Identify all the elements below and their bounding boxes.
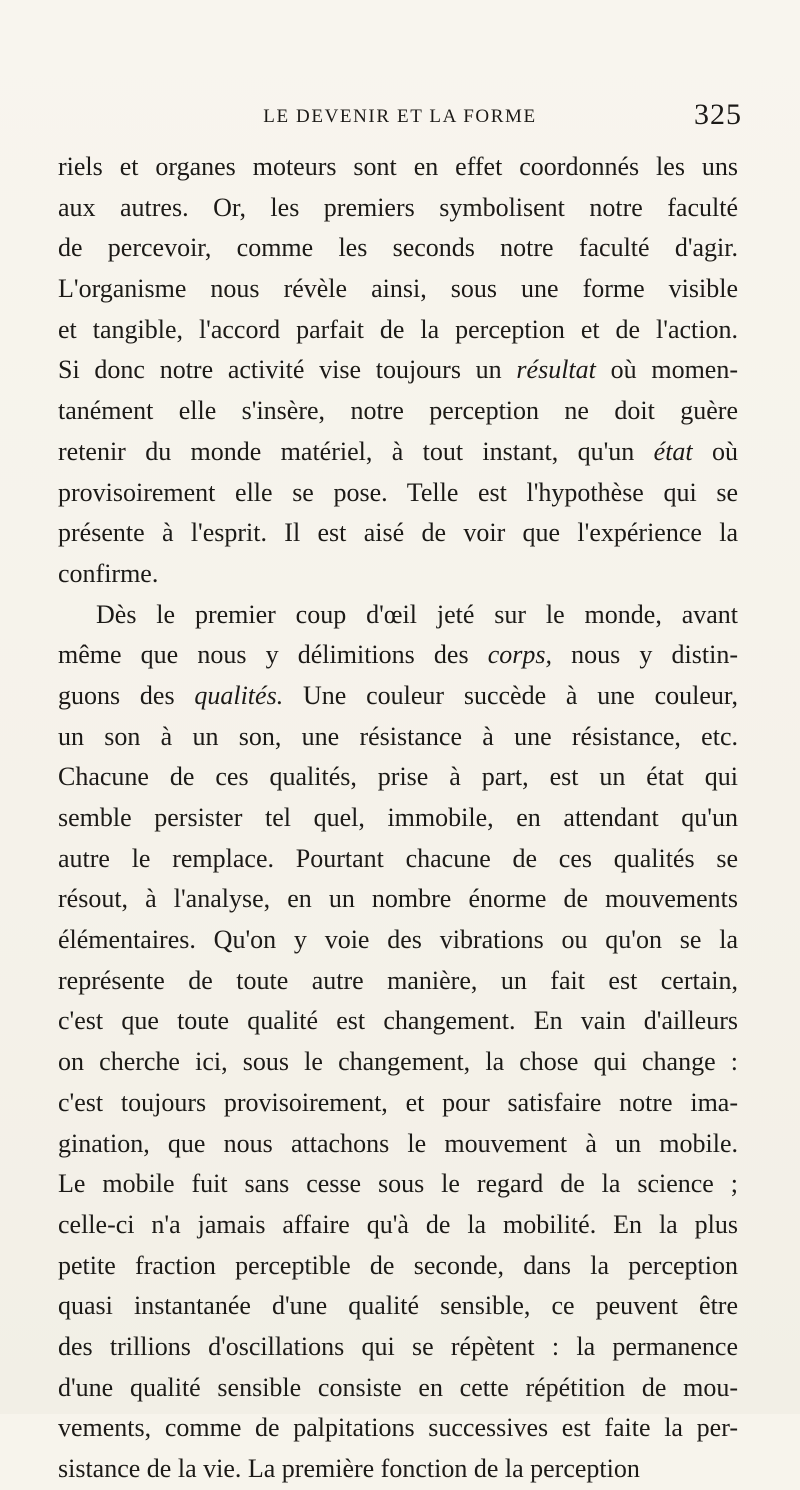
text-line: confirme. bbox=[58, 558, 159, 588]
text-line: Dès le premier coup d'œil jeté sur le monde, avant bbox=[96, 599, 738, 629]
text-line: on cherche ici, sous le changement, la chose qui change : bbox=[58, 1047, 738, 1077]
text-segment: où bbox=[692, 436, 738, 466]
text-line: de percevoir, comme les seconds notre faculté d'agir. bbox=[58, 233, 738, 263]
text-line: tanément elle s'insère, notre perception ne doit guère bbox=[58, 396, 738, 426]
italic-term: résultat bbox=[516, 355, 596, 385]
text-line: des trillions d'oscillations qui se répètent : la permanence bbox=[58, 1331, 738, 1361]
text-line: présente à l'esprit. Il est aisé de voir que l'expérience la bbox=[58, 518, 738, 548]
text-line: et tangible, l'accord parfait de la perception et de l'action. bbox=[58, 314, 738, 344]
text-segment: guons des bbox=[58, 680, 195, 710]
text-line: c'est que toute qualité est changement. En vain d'ailleurs bbox=[58, 1006, 738, 1036]
text-line: Le mobile fuit sans cesse sous le regard de la science ; bbox=[58, 1169, 738, 1199]
italic-term: corps, bbox=[487, 640, 552, 670]
text-line: représente de toute autre manière, un fait est certain, bbox=[58, 965, 738, 995]
text-line: résout, à l'analyse, en un nombre énorme de mouvements bbox=[58, 884, 738, 914]
text-line bbox=[58, 432, 738, 473]
italic-term: état bbox=[653, 436, 693, 466]
text-line: c'est toujours provisoirement, et pour satisfaire notre ima- bbox=[58, 1087, 738, 1117]
text-line: vements, comme de palpitations successives est faite la per- bbox=[58, 1413, 738, 1443]
paragraph bbox=[58, 595, 738, 1490]
text-line bbox=[58, 350, 738, 391]
text-line: aux autres. Or, les premiers symbolisent notre faculté bbox=[58, 192, 738, 222]
text-segment: retenir du monde matériel, à tout instant, qu'un bbox=[58, 436, 654, 466]
text-line: gination, que nous attachons le mouvement à un mobile. bbox=[58, 1128, 738, 1158]
text-line bbox=[58, 635, 738, 676]
body-text bbox=[58, 147, 738, 1490]
text-line: semble persister tel quel, immobile, en attendant qu'un bbox=[58, 803, 738, 832]
text-line: L'organisme nous révèle ainsi, sous une forme visible bbox=[58, 274, 738, 304]
page-number: 325 bbox=[694, 98, 742, 131]
text-line: celle-ci n'a jamais affaire qu'à de la mobilité. En la plus bbox=[58, 1209, 738, 1239]
running-head bbox=[58, 98, 742, 138]
text-line: petite fraction perceptible de seconde, dans la perception bbox=[58, 1250, 738, 1280]
text-line: d'une qualité sensible consiste en cette répétition de mou- bbox=[58, 1372, 738, 1402]
text-segment: même que nous y délimitions des bbox=[58, 640, 488, 670]
text-line: quasi instantanée d'une qualité sensible, ce peuvent être bbox=[58, 1291, 738, 1321]
running-title: LE DEVENIR ET LA FORME bbox=[263, 106, 537, 127]
text-line: autre le remplace. Pourtant chacune de ces qualités se bbox=[58, 843, 738, 873]
text-segment: Une couleur succède à une couleur, bbox=[283, 680, 738, 710]
text-segment: où momen- bbox=[595, 355, 738, 385]
text-line: riels et organes moteurs sont en effet coordonnés les uns bbox=[58, 152, 738, 181]
text-line: élémentaires. Qu'on y voie des vibrations ou qu'on se la bbox=[58, 925, 738, 955]
italic-term: qualités. bbox=[194, 680, 284, 710]
paragraph bbox=[58, 147, 738, 595]
text-line: sistance de la vie. La première fonction de la perception bbox=[58, 1454, 640, 1483]
text-segment: nous y distin- bbox=[552, 640, 738, 670]
text-line bbox=[58, 676, 738, 717]
text-line: provisoirement elle se pose. Telle est l'hypothèse qui se bbox=[58, 477, 738, 507]
text-segment: Si donc notre activité vise toujours un bbox=[58, 355, 517, 385]
text-line: Chacune de ces qualités, prise à part, est un état qui bbox=[58, 762, 738, 792]
text-line: un son à un son, une résistance à une résistance, etc. bbox=[58, 721, 738, 751]
